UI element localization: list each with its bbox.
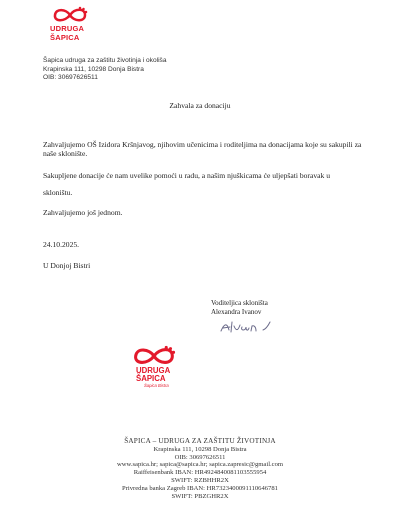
handwritten-signature — [218, 318, 298, 336]
body-paragraph-2-cont: skloništu. — [43, 188, 73, 197]
infinity-paw-logo-icon — [52, 6, 88, 24]
stamp-text-line1: UDRUGA — [136, 366, 171, 375]
signatory-title: Voditeljica skloništa — [211, 299, 268, 307]
letter-subject: Zahvala za donaciju — [169, 101, 231, 110]
body-paragraph-2: Sakupljene donacije će nam uvelike pomoći u radu, a našim njuškicama će uljepšati boravak u — [43, 171, 330, 180]
stamp-text-line2: ŠAPICA — [136, 374, 166, 383]
letter-place: U Donjoj Bistri — [43, 261, 91, 270]
sender-oib: OIB: 30697626511 — [43, 74, 98, 82]
sender-name: Šapica udruga za zaštitu životinja i okoliša — [43, 57, 167, 64]
stamp-slogan: Šapica Bistra — [144, 383, 169, 388]
footer-iban-1: Raiffeisenbank IBAN: HR4924840081103555954 — [133, 469, 267, 477]
infinity-paw-stamp-icon — [132, 345, 176, 367]
stamp-logo — [130, 345, 182, 395]
footer — [0, 438, 400, 500]
signatory-name: Alexandra Ivanov — [211, 308, 262, 316]
sender-address: Krapinska 111, 10298 Donja Bistra — [43, 65, 144, 73]
footer-address: Krapinska 111, 10298 Donja Bistra — [153, 445, 247, 453]
footer-oib: OIB: 30697626511 — [174, 453, 226, 461]
body-paragraph-1: Zahvaljujemo OŠ Izidora Kršnjavog, njihovim učenicima i roditeljima na donacijama koje su sakupili za naše sklonište. — [43, 140, 362, 159]
footer-swift-1: SWIFT: RZBHHR2X — [171, 476, 229, 484]
footer-swift-2: SWIFT: PBZGHR2X — [171, 492, 229, 500]
letter-date: 24.10.2025. — [43, 240, 80, 249]
header-logo — [50, 6, 110, 51]
footer-iban-2: Privredna banka Zagreb IBAN: HR7323400091110646781 — [122, 484, 278, 492]
footer-org: ŠAPICA – UDRUGA ZA ZAŠTITU ŽIVOTINJA — [124, 437, 276, 445]
footer-web: www.sapica.hr; sapica@sapica.hr; sapica.zapresic@gmail.com — [116, 461, 284, 469]
sender-block — [43, 57, 167, 83]
logo-text-line1: UDRUGA — [50, 24, 85, 33]
body-paragraph-3: Zahvaljujemo još jednom. — [43, 208, 123, 217]
logo-text-line2: ŠAPICA — [50, 33, 80, 42]
signatory-block — [211, 299, 268, 317]
